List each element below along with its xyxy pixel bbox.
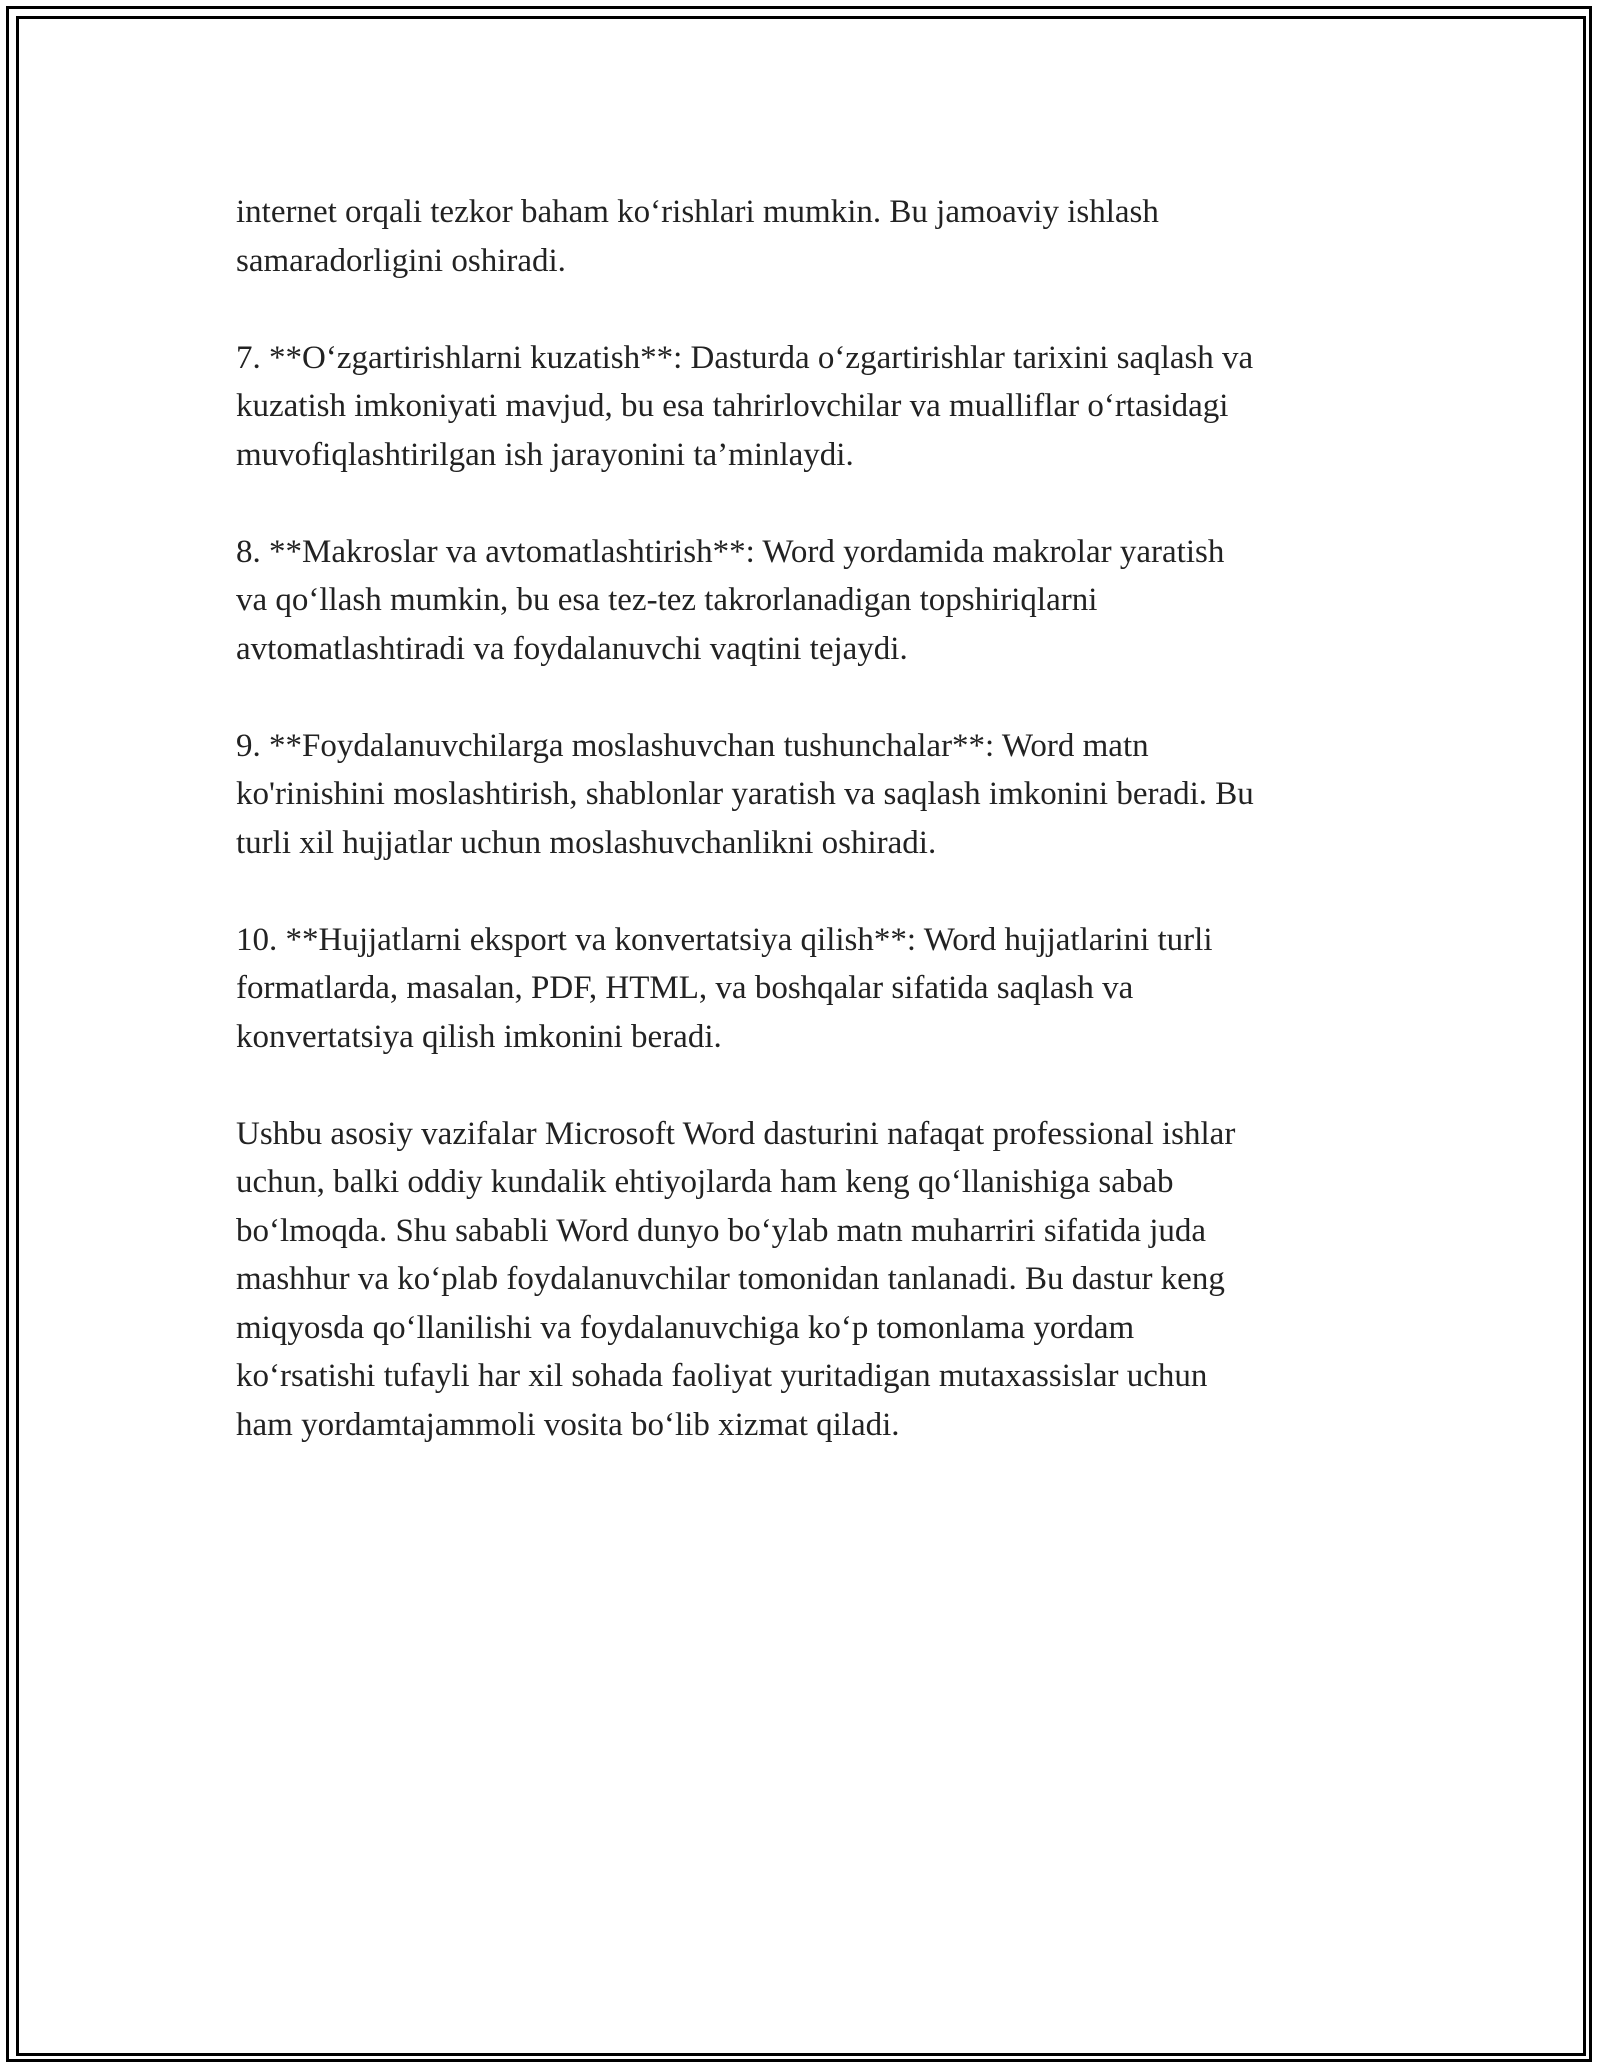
paragraph-conclusion: Ushbu asosiy vazifalar Microsoft Word dasturini nafaqat professional ishlar uchun, balki oddiy kundalik ehtiyojlarda ham keng qoʻllanishiga sabab boʻlmoqda. Shu sababli Word dunyo boʻylab matn muharriri sifatida juda mashhur va koʻplab foydalanuvchilar tomonidan tanlanadi. Bu dastur keng miqyosda qoʻllanilishi va foydalanuvchiga koʻp tomonlama yordam koʻrsatishi tufayli har xil sohada faoliyat yuritadigan mutaxassislar uchun ham yordamtajammoli vosita boʻlib xizmat qiladi.: [236, 1115, 1236, 1443]
document-body: [236, 188, 1376, 1498]
paragraph-item-8: 8. **Makroslar va avtomatlashtirish**: Word yordamida makrolar yaratish va qoʻllash mumkin, bu esa tez-tez takrorlanadigan topshiriqlarni avtomatlashtiradi va foydalanuvchi vaqtini tejaydi.: [236, 533, 1225, 667]
paragraph-item-9: 9. **Foydalanuvchilarga moslashuvchan tushunchalar**: Word matn ko'rinishini moslashtirish, shablonlar yaratish va saqlash imkonini beradi. Bu turli xil hujjatlar uchun moslashuvchanlikni oshiradi.: [236, 727, 1254, 861]
paragraph-item-10: 10. **Hujjatlarni eksport va konvertatsiya qilish**: Word hujjatlarini turli formatlarda, masalan, PDF, HTML, va boshqalar sifatida saqlash va konvertatsiya qilish imkonini beradi.: [236, 921, 1213, 1055]
paragraph-item-7: 7. **Oʻzgartirishlarni kuzatish**: Dasturda oʻzgartirishlar tarixini saqlash va kuzatish imkoniyati mavjud, bu esa tahrirlovchilar va mualliflar oʻrtasidagi muvofiqlashtirilgan ish jarayonini ta’minlaydi.: [236, 339, 1254, 473]
paragraph-continuation: internet orqali tezkor baham koʻrishlari mumkin. Bu jamoaviy ishlash samaradorligini oshiradi.: [236, 194, 1159, 279]
